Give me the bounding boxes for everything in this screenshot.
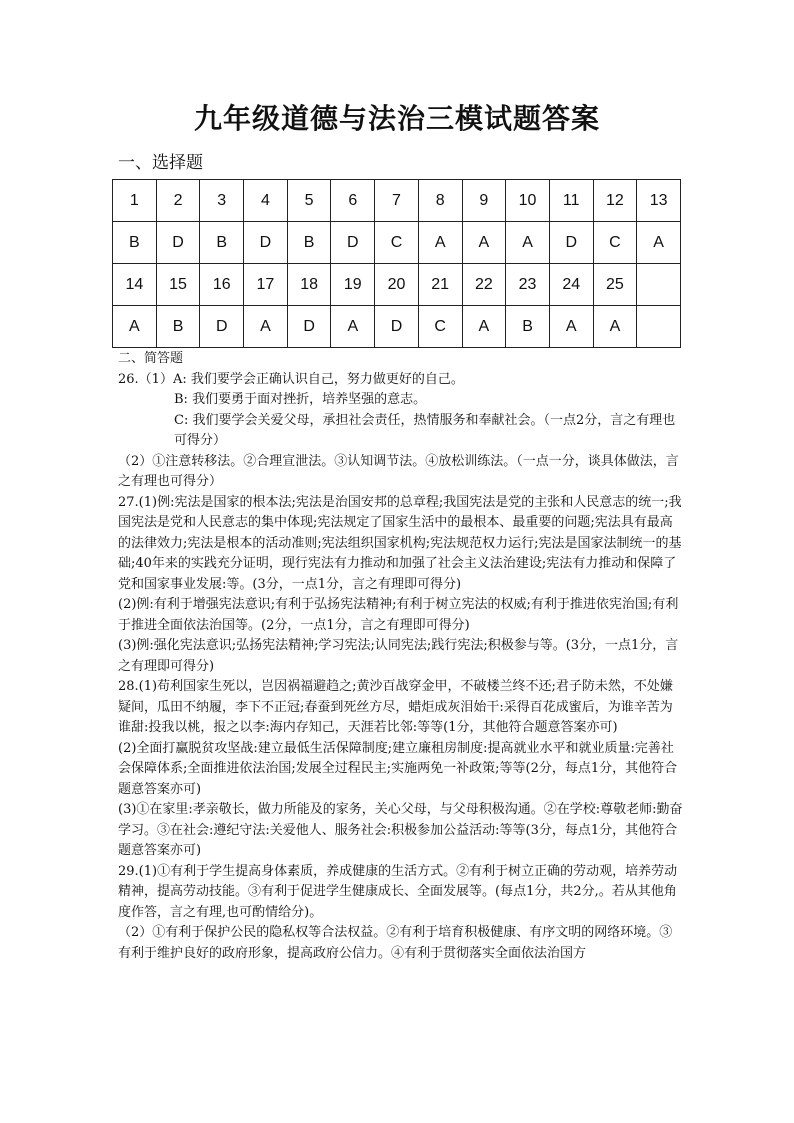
answer-paragraph: (3)①在家里:孝亲敬长，做力所能及的家务，关心父母，与父母积极沟通。②在学校:尊敬老师:勤奋学习。③在社会:遵纪守法:关爱他人、服务社会:积极参加公益活动:等等(3分，每点1分，其他符合题意答案亦可) (118, 802, 683, 858)
table-cell: 20 (375, 264, 419, 306)
table-cell: A (462, 222, 506, 264)
answer-paragraph: C: 我们要学会关爱父母，承担社会责任，热情服务和奉献社会。（一点2分，言之有理也可得分） (174, 412, 676, 448)
table-cell: A (418, 222, 462, 264)
table-cell: B (113, 222, 157, 264)
table-cell: 25 (593, 264, 637, 306)
table-cell (637, 306, 681, 348)
table-cell: 22 (462, 264, 506, 306)
table-cell: 13 (637, 180, 681, 222)
table-cell: C (418, 306, 462, 348)
section-heading-choice: 一、选择题 (118, 153, 203, 173)
table-cell: A (637, 222, 681, 264)
table-cell: 17 (244, 264, 288, 306)
table-cell: B (200, 222, 244, 264)
table-cell: 23 (506, 264, 550, 306)
table-cell: A (331, 306, 375, 348)
table-cell: C (375, 222, 419, 264)
table-row (113, 180, 681, 222)
answer-paragraph: 28.(1)苟利国家生死以，岂因祸福避趋之;黄沙百战穿金甲，不破楼兰终不还;君子防未然，不处嫌疑间，瓜田不纳履，李下不正冠;春蚕到死丝方尽，蜡炬成灰泪始干:采得百花成蜜后，为谁辛苦为谁甜:投我以桃，报之以李:海内存知己，天涯若比邻:等等(1分，其他符合题意答案亦可) (118, 679, 673, 735)
table-cell: 7 (375, 180, 419, 222)
table-cell: D (549, 222, 593, 264)
table-cell: 16 (200, 264, 244, 306)
answer-paragraph: 26.（1）A: 我们要学会正确认识自己，努力做更好的自己。 (118, 371, 464, 387)
table-cell (637, 264, 681, 306)
table-cell: 11 (549, 180, 593, 222)
answer-paragraph: (3)例:强化宪法意识;弘扬宪法精神;学习宪法;认同宪法;践行宪法;积极参与等。(3分，一点1分，言之有理即可得分) (118, 638, 679, 674)
table-cell: D (287, 306, 331, 348)
table-cell: 5 (287, 180, 331, 222)
table-cell: 10 (506, 180, 550, 222)
answer-paragraph: 29.(1)①有利于学生提高身体素质，养成健康的生活方式。②有利于树立正确的劳动观，培养劳动精神，提高劳动技能。③有利于促进学生健康成长、全面发展等。(每点1分，共2分,。若从其他角度作答，言之有理,也可酌情给分)。 (118, 863, 678, 920)
table-cell: 1 (113, 180, 157, 222)
table-row (113, 264, 681, 306)
answer-paragraph: (2)全面打赢脱贫攻坚战:建立最低生活保障制度;建立廉租房制度:提高就业水平和就业质量:完善社会保障体系;全面推进依法治国;发展全过程民主;实施两免一补政策;等等(2分，每点1分，其他符合题意答案亦可) (118, 740, 678, 797)
table-cell: 9 (462, 180, 506, 222)
table-cell: B (287, 222, 331, 264)
table-cell: A (462, 306, 506, 348)
answer-paragraph: (2)例:有利于增强宪法意识;有利于弘扬宪法精神;有利于树立宪法的权威;有利于推进依宪治国;有利于推进全面依法治国等。(2分，一点1分，言之有理即可得分) (118, 597, 679, 633)
table-cell: 3 (200, 180, 244, 222)
answer-paragraph: （2）①有利于保护公民的隐私权等合法权益。②有利于培育积极健康、有序文明的网络环境。③有利于维护良好的政府形象，提高政府公信力。④有利于贯彻落实全面依法治国方 (118, 925, 673, 961)
table-cell: 19 (331, 264, 375, 306)
table-cell: 24 (549, 264, 593, 306)
table-cell: 2 (156, 180, 200, 222)
page-title: 九年级道德与法治三模试题答案 (193, 102, 600, 135)
table-row (113, 306, 681, 348)
table-cell: 8 (418, 180, 462, 222)
table-cell: D (375, 306, 419, 348)
answer-paragraph: 27.(1)例:宪法是国家的根本法;宪法是治国安邦的总章程;我国宪法是党的主张和人民意志的统一;我国宪法是党和人民意志的集中体现;宪法规定了国家生活中的最根本、最重要的问题;宪法具有最高的法律效力;宪法是根本的活动准则;宪法组织国家机构;宪法规范权力运行;宪法是国家法制统一的基础;40年来的实践充分证明，现行宪法有力推动和加强了社会主义法治建设;宪法有力推动和保障了党和国家事业发展:等。(3分，一点1分，言之有理即可得分) (118, 494, 682, 592)
table-cell: B (506, 306, 550, 348)
table-cell: 18 (287, 264, 331, 306)
table-cell: 21 (418, 264, 462, 306)
table-row (113, 222, 681, 264)
table-cell: 12 (593, 180, 637, 222)
answer-table (112, 179, 681, 348)
table-cell: A (113, 306, 157, 348)
table-cell: A (593, 306, 637, 348)
table-cell: D (331, 222, 375, 264)
table-cell: D (244, 222, 288, 264)
table-cell: 6 (331, 180, 375, 222)
table-cell: A (549, 306, 593, 348)
answer-paragraph: （2）①注意转移法。②合理宣泄法。③认知调节法。④放松训练法。（一点一分，谈具体做法，言之有理也可得分） (118, 453, 679, 489)
answer-paragraph: B: 我们要勇于面对挫折，培养坚强的意志。 (174, 392, 427, 407)
table-cell: D (156, 222, 200, 264)
answer-body (118, 349, 683, 964)
table-cell: C (593, 222, 637, 264)
table-cell: 15 (156, 264, 200, 306)
table-cell: 4 (244, 180, 288, 222)
table-cell: A (506, 222, 550, 264)
table-cell: B (156, 306, 200, 348)
table-cell: D (200, 306, 244, 348)
table-cell: A (244, 306, 288, 348)
table-cell: 14 (113, 264, 157, 306)
section-heading-short-answer: 二、简答题 (118, 351, 184, 366)
